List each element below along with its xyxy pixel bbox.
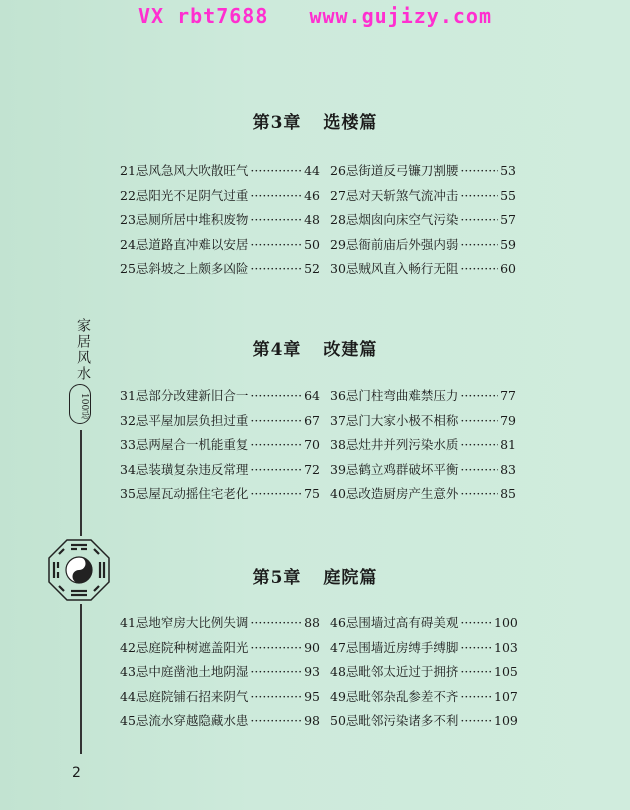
entry-number: 41: [120, 615, 136, 630]
toc-entry: [120, 482, 320, 507]
entry-page: 44: [304, 163, 320, 178]
entry-page: 72: [304, 461, 320, 477]
toc-entry: [120, 159, 320, 184]
entry-title: 忌平屋加层负担过重: [135, 412, 249, 428]
entry-title: 忌围墙近房缚手缚脚: [345, 639, 459, 655]
toc-entry: [120, 660, 320, 685]
chapter-name: 选楼篇: [323, 113, 378, 133]
bagua-icon: [47, 538, 111, 602]
chapter-name: 改建篇: [323, 340, 378, 360]
entry-number: 23: [120, 212, 136, 228]
leader-dots: [250, 482, 302, 507]
entry-page: 95: [304, 688, 320, 704]
chapter-5-right-list: [330, 611, 516, 734]
entry-page: 60: [500, 261, 516, 277]
entry-page: 93: [304, 664, 320, 680]
chapter-number: 第3章: [252, 113, 302, 133]
book-series-title: 家居风水: [75, 318, 91, 382]
entry-number: 31: [120, 388, 136, 403]
entry-title: 忌改造厨房产生意外: [345, 486, 459, 502]
chapter-3-title: [0, 108, 630, 133]
toc-entry: [120, 611, 320, 636]
leader-dots: [250, 409, 302, 434]
toc-entry: [330, 159, 516, 184]
leader-dots: [250, 159, 302, 184]
entry-number: 45: [120, 713, 136, 729]
entry-number: 34: [120, 461, 136, 477]
entry-title: 忌屋瓦动摇住宅老化: [135, 486, 249, 502]
leader-dots: [250, 660, 302, 685]
chapter-4-left-list: [120, 384, 320, 507]
side-rule-lower: [80, 604, 82, 754]
leader-dots: [460, 384, 498, 409]
entry-title: 忌流水穿越隐藏水患: [135, 713, 249, 729]
entry-page: 90: [304, 639, 320, 655]
leader-dots: [460, 159, 498, 184]
entry-page: 79: [500, 412, 516, 428]
toc-entry: [120, 233, 320, 258]
entry-title: 忌门大家小极不相称: [345, 412, 459, 428]
entry-number: 29: [330, 236, 346, 252]
entry-page: 57: [500, 212, 516, 228]
leader-dots: [460, 660, 492, 685]
watermark-banner: [0, 4, 630, 28]
watermark-url: www.gujizy.com: [309, 4, 493, 28]
toc-entry: [120, 685, 320, 710]
entry-number: 26: [330, 163, 346, 178]
entry-page: 46: [304, 187, 320, 203]
entry-number: 44: [120, 688, 136, 704]
leader-dots: [250, 709, 302, 734]
entry-number: 32: [120, 412, 136, 428]
toc-entry: [120, 409, 320, 434]
side-rule-upper: [80, 430, 82, 536]
toc-entry: [120, 184, 320, 209]
entry-page: 85: [500, 486, 516, 502]
leader-dots: [460, 685, 492, 710]
leader-dots: [250, 208, 302, 233]
entry-title: 忌烟囱向床空气污染: [345, 212, 459, 228]
chapter-number: 第5章: [252, 568, 302, 588]
toc-entry: [330, 184, 516, 209]
entry-title: 忌庭院铺石招来阴气: [135, 688, 249, 704]
leader-dots: [250, 233, 302, 258]
entry-title: 忌厕所居中堆积废物: [135, 212, 249, 228]
entry-page: 109: [494, 713, 518, 729]
entry-page: 53: [500, 163, 516, 178]
chapter-3-right-list: [330, 159, 516, 282]
toc-entry: [120, 709, 320, 734]
entry-number: 47: [330, 639, 346, 655]
leader-dots: [250, 384, 302, 409]
toc-entry: [330, 660, 516, 685]
leader-dots: [250, 184, 302, 209]
toc-entry: [120, 257, 320, 282]
watermark-contact: VX rbt7688: [137, 4, 269, 28]
entry-number: 22: [120, 187, 136, 203]
entry-number: 36: [330, 388, 346, 403]
entry-title: 忌毗邻杂乱参差不齐: [345, 688, 459, 704]
entry-page: 100: [494, 615, 518, 630]
entry-number: 38: [330, 437, 346, 453]
entry-number: 43: [120, 664, 136, 680]
entry-page: 52: [304, 261, 320, 277]
leader-dots: [460, 458, 498, 483]
entry-number: 27: [330, 187, 346, 203]
entry-number: 35: [120, 486, 136, 502]
entry-number: 42: [120, 639, 136, 655]
entry-page: 55: [500, 187, 516, 203]
entry-title: 忌斜坡之上颇多凶险: [135, 261, 249, 277]
entry-title: 忌中庭凿池土地阴湿: [135, 664, 249, 680]
leader-dots: [460, 709, 492, 734]
toc-entry: [330, 257, 516, 282]
entry-page: 83: [500, 461, 516, 477]
leader-dots: [460, 257, 498, 282]
leader-dots: [250, 433, 302, 458]
leader-dots: [460, 433, 498, 458]
book-series-tab: [58, 318, 102, 424]
entry-title: 忌地窄房大比例失调: [135, 615, 249, 630]
entry-page: 64: [304, 388, 320, 403]
page-number: 2: [72, 765, 81, 781]
toc-entry: [120, 384, 320, 409]
toc-entry: [330, 458, 516, 483]
entry-page: 50: [304, 236, 320, 252]
leader-dots: [250, 636, 302, 661]
leader-dots: [250, 257, 302, 282]
entry-number: 39: [330, 461, 346, 477]
entry-number: 50: [330, 713, 346, 729]
entry-page: 48: [304, 212, 320, 228]
entry-number: 25: [120, 261, 136, 277]
entry-title: 忌鹤立鸡群破坏平衡: [345, 461, 459, 477]
entry-number: 30: [330, 261, 346, 277]
toc-entry: [330, 233, 516, 258]
entry-number: 21: [120, 163, 136, 178]
entry-page: 67: [304, 412, 320, 428]
entry-title: 忌装璜复杂违反常理: [135, 461, 249, 477]
entry-title: 忌贼风直入畅行无阻: [345, 261, 459, 277]
entry-number: 37: [330, 412, 346, 428]
entry-page: 105: [494, 664, 518, 680]
toc-entry: [120, 636, 320, 661]
toc-entry: [330, 384, 516, 409]
leader-dots: [250, 611, 302, 636]
chapter-number: 第4章: [252, 340, 302, 360]
leader-dots: [460, 636, 492, 661]
entry-number: 49: [330, 688, 346, 704]
entry-title: 忌庭院种树遮盖阳光: [135, 639, 249, 655]
toc-entry: [120, 458, 320, 483]
chapter-5-left-list: [120, 611, 320, 734]
entry-page: 59: [500, 236, 516, 252]
entry-title: 忌街道反弓镰刀割腰: [345, 163, 459, 178]
entry-title: 忌部分改建新旧合一: [135, 388, 249, 403]
toc-entry: [330, 709, 516, 734]
leader-dots: [460, 184, 498, 209]
entry-page: 75: [304, 486, 320, 502]
entry-number: 40: [330, 486, 346, 502]
entry-number: 24: [120, 236, 136, 252]
leader-dots: [460, 409, 498, 434]
entry-page: 77: [500, 388, 516, 403]
toc-entry: [330, 482, 516, 507]
book-series-badge: 100忌: [69, 384, 91, 424]
leader-dots: [250, 685, 302, 710]
toc-entry: [330, 433, 516, 458]
entry-number: 28: [330, 212, 346, 228]
entry-title: 忌衙前庙后外强内弱: [345, 236, 459, 252]
toc-entry: [330, 685, 516, 710]
entry-title: 忌对天斩煞气流冲击: [345, 187, 459, 203]
toc-entry: [330, 636, 516, 661]
entry-title: 忌围墙过高有碍美观: [345, 615, 459, 630]
entry-title: 忌毗邻太近过于拥挤: [345, 664, 459, 680]
entry-page: 70: [304, 437, 320, 453]
leader-dots: [460, 233, 498, 258]
entry-title: 忌门柱弯曲难禁压力: [345, 388, 459, 403]
leader-dots: [460, 482, 498, 507]
chapter-3-left-list: [120, 159, 320, 282]
chapter-4-right-list: [330, 384, 516, 507]
entry-page: 107: [494, 688, 518, 704]
leader-dots: [460, 208, 498, 233]
entry-title: 忌两屋合一机能重复: [135, 437, 249, 453]
leader-dots: [460, 611, 492, 636]
entry-title: 忌灶井并列污染水质: [345, 437, 459, 453]
entry-number: 48: [330, 664, 346, 680]
entry-title: 忌风急风大吹散旺气: [135, 163, 249, 178]
toc-entry: [330, 409, 516, 434]
entry-title: 忌阳光不足阴气过重: [135, 187, 249, 203]
toc-entry: [330, 208, 516, 233]
toc-entry: [330, 611, 516, 636]
toc-entry: [120, 433, 320, 458]
toc-entry: [120, 208, 320, 233]
entry-title: 忌毗邻污染诸多不利: [345, 713, 459, 729]
entry-page: 88: [304, 615, 320, 630]
entry-page: 81: [500, 437, 516, 453]
entry-page: 103: [494, 639, 518, 655]
entry-number: 46: [330, 615, 346, 630]
leader-dots: [250, 458, 302, 483]
entry-number: 33: [120, 437, 136, 453]
chapter-name: 庭院篇: [323, 568, 378, 588]
entry-title: 忌道路直冲难以安居: [135, 236, 249, 252]
entry-page: 98: [304, 713, 320, 729]
